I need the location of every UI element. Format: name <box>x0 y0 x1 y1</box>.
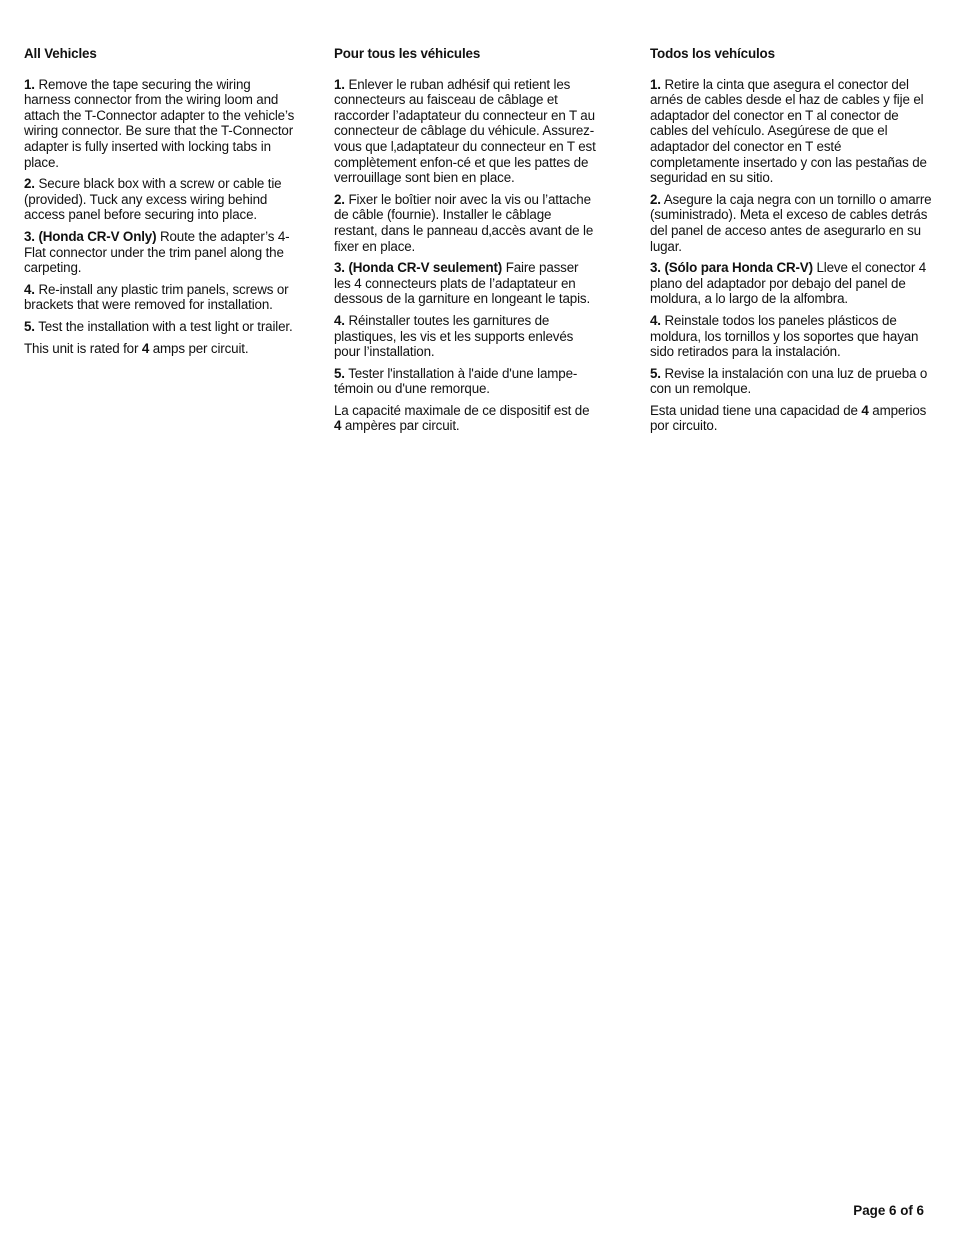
step-text: Asegure la caja negra con un tornillo o amarre (suministrado). Meta el exceso de cables detrás del panel de acceso antes de asegurarlo en su lugar. <box>650 191 932 254</box>
step-2 <box>334 192 596 254</box>
step-number: 3. (Honda CR-V seulement) <box>334 260 503 276</box>
section-heading: Todos los vehículos <box>650 46 775 61</box>
step-number: 2. <box>24 176 35 192</box>
rating-value: 4 <box>861 402 869 418</box>
step-text: Re-install any plastic trim panels, screws or brackets that were removed for installation. <box>24 281 289 313</box>
step-text: Faire passer les 4 connecteurs plats de l’adaptateur en dessous de la garniture en longeant le tapis. <box>334 260 591 307</box>
step-number: 2. <box>650 191 661 207</box>
step-number: 2. <box>334 191 345 207</box>
step-text: Remove the tape securing the wiring harness connector from the wiring loom and attach the T-Connector adapter to the vehicle’s wiring connector. Be sure that the T-Connector adapter is fully inserted with locking tabs in place. <box>24 76 295 170</box>
step-number: 4. <box>24 281 35 297</box>
step-2 <box>24 176 298 223</box>
step-number: 1. <box>650 76 661 92</box>
step-4 <box>650 313 932 360</box>
step-number: 5. <box>24 318 35 334</box>
column-english <box>24 46 298 362</box>
step-3 <box>650 260 932 307</box>
step-number: 3. (Sólo para Honda CR-V) <box>650 260 813 276</box>
step-number: 3. (Honda CR-V Only) <box>24 228 157 244</box>
page-number: Page 6 of 6 <box>853 1203 924 1218</box>
step-text: Reinstale todos los paneles plásticos de moldura, los tornillos y los soportes que hayan sido retirados para la instalación. <box>650 312 919 360</box>
amp-rating <box>334 403 596 434</box>
step-text: Test the installation with a test light or trailer. <box>34 318 293 334</box>
step-text: Route the adapter’s 4-Flat connector under the trim panel along the carpeting. <box>24 228 290 276</box>
amp-rating <box>650 403 932 434</box>
rating-value: 4 <box>141 340 150 356</box>
step-text: Lleve el conector 4 plano del adaptador por debajo del panel de moldura, a lo largo de la alfombra. <box>650 260 927 307</box>
step-number: 5. <box>650 365 661 381</box>
step-number: 4. <box>650 312 661 328</box>
step-1 <box>24 77 298 171</box>
step-text: Enlever le ruban adhésif qui retient les connecteurs au faisceau de câblage et raccorder l’adaptateur du connecteur en T au connecteur de câblage du véhicule. Assurez-vous que l‚adaptateur du connecteur en T est complètement enfon-cé et que les pattes de verrouillage sont bien en place. <box>334 76 596 186</box>
step-3 <box>334 260 596 307</box>
rating-suffix: amps per circuit. <box>149 340 249 356</box>
step-text: Tester l'installation à l'aide d'une lampe-témoin ou d'une remorque. <box>334 365 578 397</box>
section-heading: Pour tous les véhicules <box>334 46 481 61</box>
step-number: 5. <box>334 365 345 381</box>
rating-suffix: amperios por circuito. <box>650 402 927 434</box>
column-spanish <box>650 46 932 440</box>
step-text: Secure black box with a screw or cable tie (provided). Tuck any excess wiring behind access panel before securing into place. <box>24 176 282 223</box>
step-number: 4. <box>334 312 345 328</box>
step-text: Réinstaller toutes les garnitures de plastiques, les vis et les supports enlevés pour l’installation. <box>334 312 574 360</box>
step-text: Fixer le boîtier noir avec la vis ou l’attache de câble (fournie). Installer le câblage restant, dans le panneau d‚accès avant de le fixer en place. <box>334 191 594 254</box>
step-5 <box>334 366 596 397</box>
rating-prefix: This unit is rated for <box>24 340 142 356</box>
rating-value: 4 <box>334 418 342 434</box>
column-french <box>334 46 596 440</box>
section-heading: All Vehicles <box>24 46 97 61</box>
step-2 <box>650 192 932 254</box>
step-text: Revise la instalación con una luz de prueba o con un remolque. <box>650 365 928 397</box>
step-1 <box>650 77 932 186</box>
step-1 <box>334 77 596 186</box>
step-5 <box>650 366 932 397</box>
step-4 <box>24 282 298 313</box>
step-5 <box>24 319 298 335</box>
rating-prefix: La capacité maximale de ce dispositif est de <box>334 402 590 418</box>
step-text: Retire la cinta que asegura el conector del arnés de cables desde el haz de cables y fije el adaptador del conector en T al conector de cables del vehículo. Asegúrese de que el adaptador del conector en T esté completamente insertado y con las pestañas de seguridad en su sitio. <box>650 76 927 186</box>
step-number: 1. <box>334 76 345 92</box>
step-3 <box>24 229 298 276</box>
rating-prefix: Esta unidad tiene una capacidad de <box>650 402 862 418</box>
step-4 <box>334 313 596 360</box>
amp-rating <box>24 341 298 357</box>
rating-suffix: ampères par circuit. <box>341 418 460 434</box>
step-number: 1. <box>24 76 35 92</box>
